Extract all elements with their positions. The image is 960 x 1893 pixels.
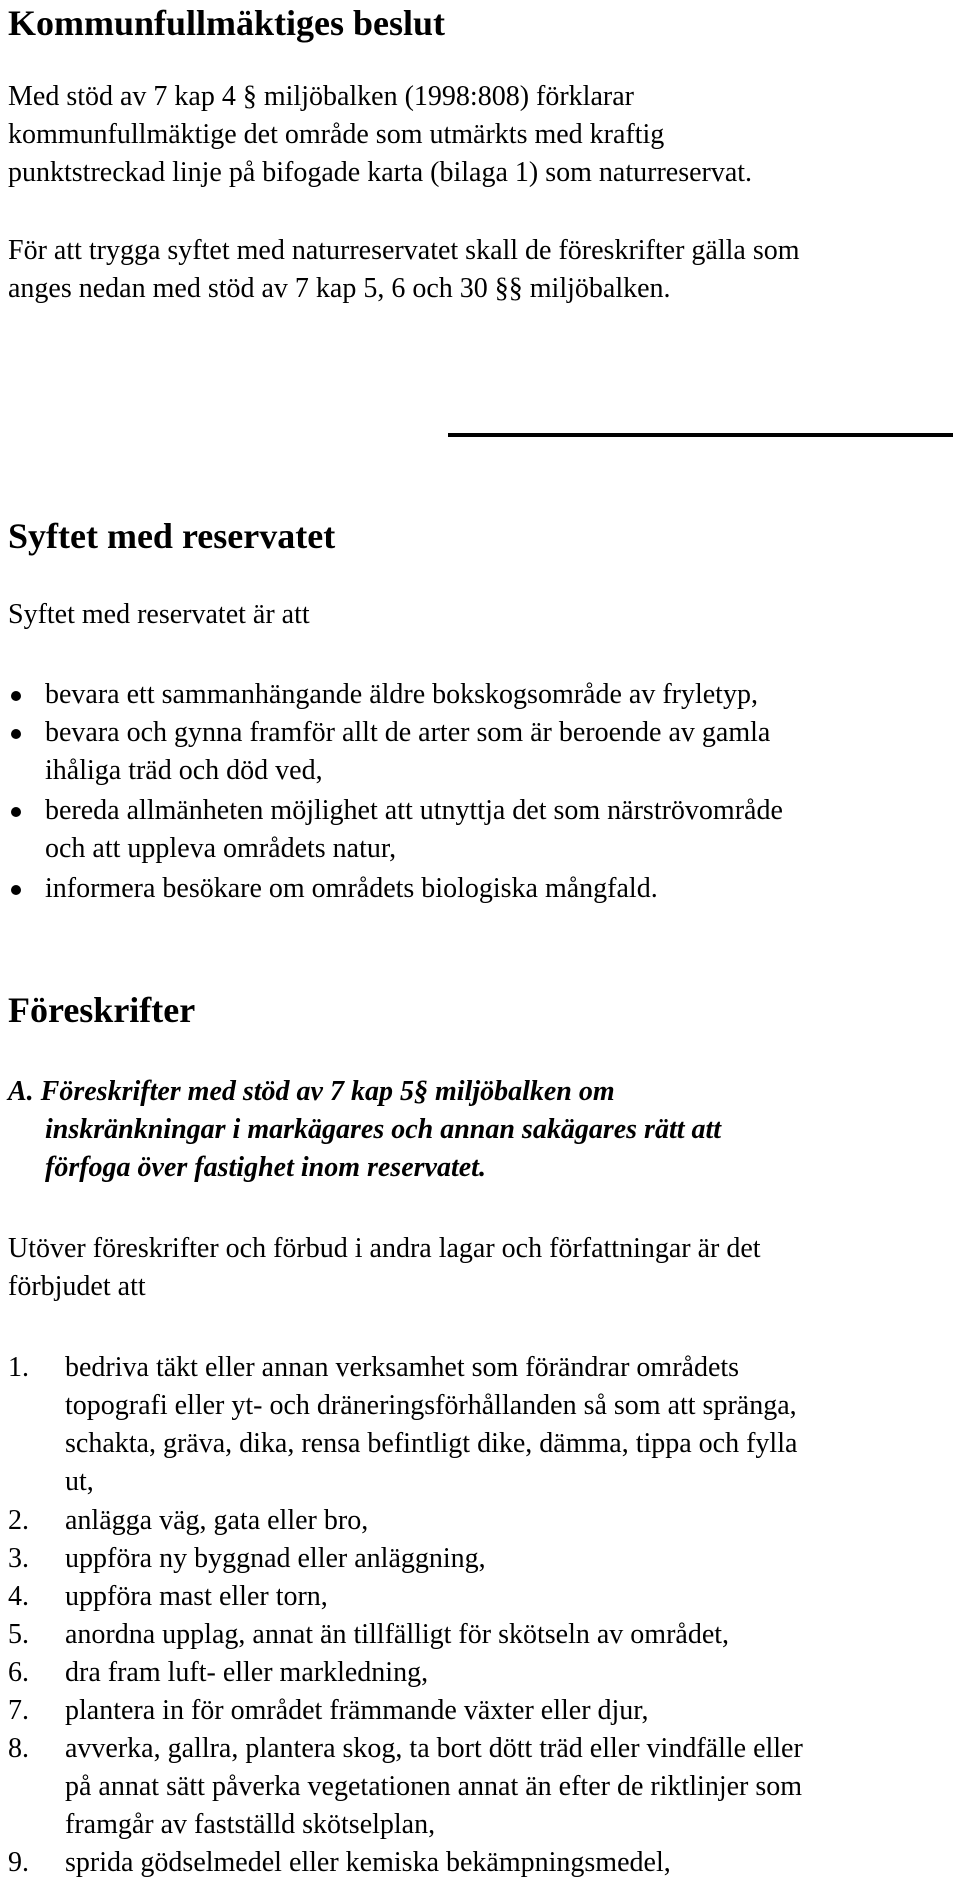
regulations-intro-line: Utöver föreskrifter och förbud i andra lagar och författningar är det [8,1233,761,1264]
bullet-dot-icon [11,691,21,701]
regulations-intro-line: förbjudet att [8,1271,146,1302]
bullet-dot-icon [11,807,21,817]
regulations-subheading-line: förfoga över fastighet inom reservatet. [45,1152,486,1183]
regulations-subheading-line: inskränkningar i markägares och annan sakägares rätt att [45,1114,722,1145]
regulations-subheading-line: A. Föreskrifter med stöd av 7 kap 5§ miljöbalken om [8,1076,615,1107]
decision-paragraph-line: kommunfullmäktige det område som utmärkts med kraftig [8,119,665,150]
purpose-intro: Syftet med reservatet är att [8,599,310,630]
bullet-dot-icon [11,885,21,895]
section-divider [448,433,953,437]
purpose-heading: Syftet med reservatet [8,516,336,556]
decision-paragraph-line: För att trygga syftet med naturreservatet skall de föreskrifter gälla som [8,235,800,266]
decision-paragraph-line: Med stöd av 7 kap 4 § miljöbalken (1998:808) förklarar [8,81,634,112]
decision-paragraph-line: anges nedan med stöd av 7 kap 5, 6 och 30 §§ miljöbalken. [8,273,671,304]
regulations-heading: Föreskrifter [8,990,196,1030]
decision-paragraph-line: punktstreckad linje på bifogade karta (bilaga 1) som naturreservat. [8,157,753,188]
bullet-dot-icon [11,729,21,739]
decision-heading: Kommunfullmäktiges beslut [8,3,446,43]
